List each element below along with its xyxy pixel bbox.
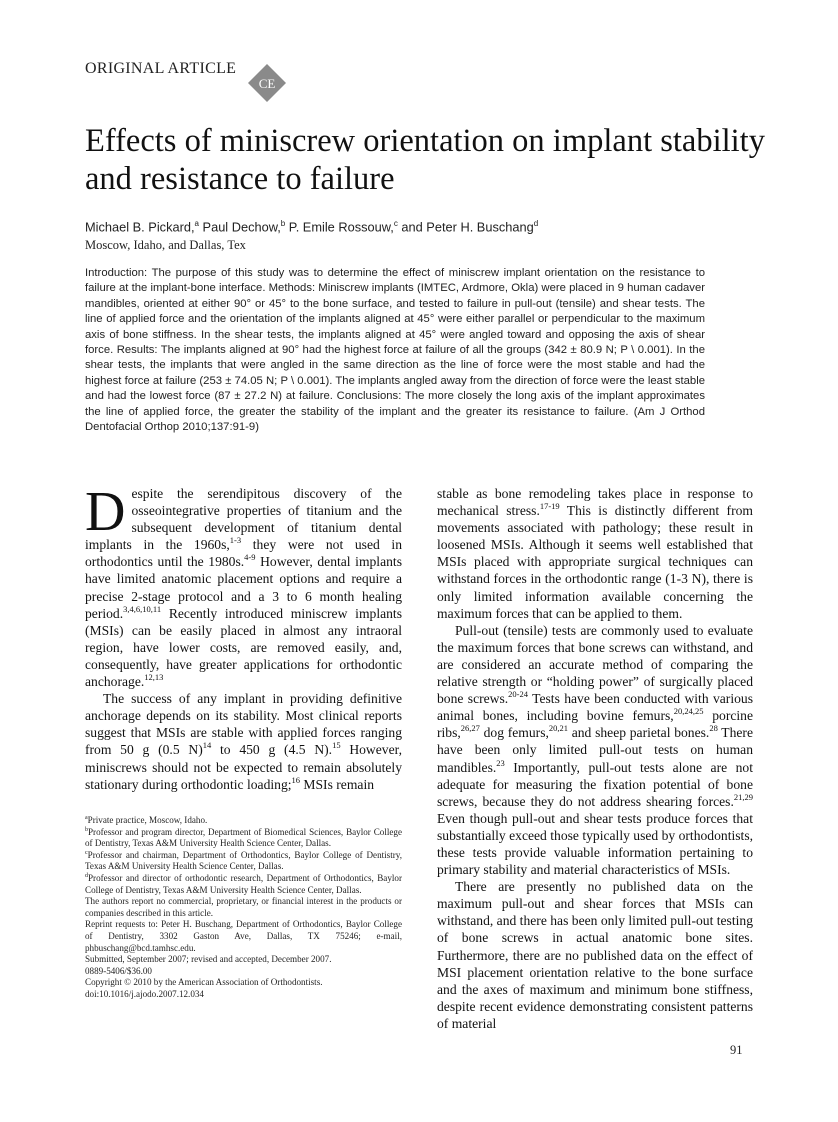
continuing-education-badge-icon bbox=[247, 63, 287, 103]
paragraph-text: dog femurs, bbox=[479, 725, 549, 741]
author-list bbox=[85, 219, 765, 234]
paragraph-text: However, miniscrews should not be expected to remain absolutely stationary during orthodontic loading; bbox=[85, 742, 402, 792]
footnote bbox=[85, 850, 402, 873]
abstract: Introduction: The purpose of this study was to determine the effect of miniscrew implant orientation on the resistance to failure at the implant-bone interface. Methods: Miniscrew implants (IMTEC, Ardmore, Okla) were placed in 9 human cadaver mandibles, oriented at either 90° or 45° to the bone surface, and tested to failure in pull-out (tensile) and shear tests. The line of applied force and the orientation of the implants aligned at 45° were either parallel or perpendicular to the maximum axis of bone stiffness. In the shear tests, the implants aligned at 45° were angled toward and opposing the axis of shear force. Results: The implants aligned at 90° had the highest force at failure of all the groups (342 ± 80.9 N; P \ 0.001). In the shear tests, the implants that were angled in the same direction as the line of force were the most stable and had the highest force at failure (253 ± 74.05 N; P \ 0.001). The implants angled away from the direction of force were the least stable and had the lowest force (87 ± 27.2 N) at failure. Conclusions: The more closely the long axis of the implant approximates the line of applied force, the greater the stability of the implant and the greater its resistance to failure. (Am J Orthod Dentofacial Orthop 2010;137:91-9) bbox=[85, 267, 705, 434]
footnote bbox=[85, 977, 402, 989]
citation-reference: 20,24,25 bbox=[673, 706, 704, 717]
author-name: P. Emile Rossouw, bbox=[285, 219, 394, 235]
footnote bbox=[85, 919, 402, 954]
footnote-text: Professor and program director, Department of Biomedical Sciences, Baylor College of Dentistry, Texas A&M University Health Science Center, Dallas. bbox=[85, 826, 402, 849]
citation-reference: 12,13 bbox=[144, 672, 164, 683]
paragraph-text: Importantly, pull-out tests alone are not adequate for measuring the fixation potential of bone screws, because they do not address shearing forces. bbox=[437, 759, 753, 809]
author-affiliation-marker: d bbox=[533, 219, 539, 228]
intro-paragraph-1 bbox=[85, 481, 403, 690]
footnote-marker: a bbox=[85, 815, 88, 821]
citation-reference: 4-9 bbox=[244, 552, 256, 563]
paragraph-text: stable as bone remodeling takes place in response to mechanical stress. bbox=[437, 486, 753, 519]
body-column-left bbox=[85, 481, 403, 793]
citation-reference: 3,4,6,10,11 bbox=[123, 603, 162, 614]
paragraph-text: they were not used in orthodontics until the 1980s. bbox=[85, 537, 403, 570]
body-column-right bbox=[437, 485, 753, 1032]
citation-reference: 15 bbox=[332, 740, 341, 751]
author-affiliation-marker: a bbox=[194, 219, 199, 228]
paragraph-text: This is distinctly different from movements associated with pathology; these result in loosened MSIs. Although it seems well established that MSIs placed with appropriate surgical techniques can withstand forces in the orthodontic range (1-3 N), there is only limited information available concerning the maximum forces that can be applied to them. bbox=[437, 503, 753, 621]
svg-text:CE: CE bbox=[258, 76, 276, 91]
footnote bbox=[85, 989, 402, 1001]
section-label: ORIGINAL ARTICLE bbox=[85, 60, 237, 77]
drop-cap: D bbox=[85, 481, 126, 543]
paragraph-text: The success of any implant in providing definitive anchorage depends on its stability. Most clinical reports suggest that MSIs are stable with applied forces ranging from 50 g (0.5 N) bbox=[85, 691, 402, 758]
paragraph-text: MSIs remain bbox=[300, 776, 375, 792]
footnote-marker: c bbox=[85, 849, 88, 856]
citation-reference: 1-3 bbox=[229, 535, 242, 546]
citation-reference: 26,27 bbox=[460, 723, 480, 734]
intro-paragraph-3 bbox=[437, 485, 753, 622]
paragraph-text: Even though pull-out and shear tests produce forces that substantially exceed those typically used by orthodontists, these tests provide valuable information pertaining to primary stability and material characteristics of MSIs. bbox=[437, 810, 754, 878]
paragraph-text: porcine ribs, bbox=[437, 708, 753, 741]
author-affiliation-marker: b bbox=[280, 219, 286, 228]
citation-reference: 23 bbox=[496, 757, 505, 768]
paragraph-text: There are presently no published data on the maximum pull-out and shear forces that MSIs can withstand, and there has been only limited pull-out testing of bone screws in actual anatomic bone sites. Furthermore, there are no published data on the effect of MSI placement orientation relative to the bone surface and the axes of maximum and minimum bone stiffness, despite recent evidence demonstrating consistent patterns of material bbox=[437, 879, 753, 1031]
intro-paragraph-5 bbox=[437, 878, 753, 1032]
article-title: Effects of miniscrew orientation on implant stability and resistance to failure bbox=[85, 123, 765, 197]
paragraph-text: Pull-out (tensile) tests are commonly used to evaluate the maximum forces that bone screws can withstand, and are considered an accurate method of comparing the relative strength or “holding power” of surgically placed bone screws. bbox=[437, 622, 753, 707]
citation-reference: 21,29 bbox=[733, 791, 753, 802]
footnote bbox=[85, 815, 402, 827]
footnote bbox=[85, 873, 402, 896]
paragraph-text: Tests have been conducted with various animal bones, including bovine femurs, bbox=[437, 691, 753, 724]
footnote-text: Reprint requests to: Peter H. Buschang, Department of Orthodontics, Baylor College of Dentistry, 3302 Gaston Ave, Dallas, TX 75246; e-mail, phbuschang@bcd.tamhsc.edu. bbox=[85, 919, 402, 953]
page-number: 91 bbox=[730, 1043, 743, 1057]
footnote-marker: d bbox=[85, 872, 88, 879]
footnote-text: Professor and director of orthodontic research, Department of Orthodontics, Baylor College of Dentistry, Texas A&M University Health Science Center, Dallas. bbox=[85, 872, 402, 895]
author-affiliation: Moscow, Idaho, and Dallas, Tex bbox=[85, 238, 246, 252]
footnote-text: 0889-5406/$36.00 bbox=[85, 965, 152, 976]
footnotes bbox=[85, 815, 402, 1001]
paragraph-text: Recently introduced miniscrew implants (MSIs) can be easily placed in almost any intraoral region, have lower costs, are removed easily, and, consequently, have greater applications for orthodontic anchorage. bbox=[85, 605, 402, 690]
paragraph-text: However, dental implants have limited anatomic placement options and require a precise 2-stage protocol and a 3 to 6 month healing period. bbox=[85, 554, 402, 621]
paragraph-text: and sheep parietal bones. bbox=[568, 725, 710, 741]
footnote bbox=[85, 827, 402, 850]
author-name: Michael B. Pickard, bbox=[85, 219, 195, 235]
author-name: and Peter H. Buschang bbox=[397, 219, 534, 235]
citation-reference: 28 bbox=[709, 723, 718, 734]
footnote bbox=[85, 896, 402, 919]
paragraph-text: to 450 g (4.5 N). bbox=[211, 742, 333, 758]
footnote-text: doi:10.1016/j.ajodo.2007.12.034 bbox=[85, 988, 204, 999]
footnote-text: Professor and chairman, Department of Orthodontics, Baylor College of Dentistry, Texas A&M University Health Science Center, Dallas. bbox=[85, 849, 402, 872]
footnote-text: Copyright © 2010 by the American Association of Orthodontists. bbox=[85, 977, 323, 988]
citation-reference: 20-24 bbox=[508, 689, 529, 700]
citation-reference: 20,21 bbox=[548, 723, 569, 734]
citation-reference: 17-19 bbox=[539, 501, 560, 512]
author-name: Paul Dechow, bbox=[198, 219, 281, 235]
footnote-text: Submitted, September 2007; revised and accepted, December 2007. bbox=[85, 954, 332, 965]
intro-paragraph-2 bbox=[85, 690, 402, 793]
footnote bbox=[85, 966, 402, 978]
footnote-text: The authors report no commercial, proprietary, or financial interest in the products or companies described in this article. bbox=[85, 896, 402, 918]
citation-reference: 16 bbox=[291, 774, 301, 785]
footnote-text: Private practice, Moscow, Idaho. bbox=[87, 815, 208, 825]
footnote bbox=[85, 954, 402, 966]
paragraph-text: There have been only limited pull-out tests on human mandibles. bbox=[437, 725, 753, 775]
citation-reference: 14 bbox=[202, 740, 212, 751]
intro-paragraph-4 bbox=[437, 622, 753, 878]
author-affiliation-marker: c bbox=[393, 219, 398, 228]
footnote-marker: b bbox=[85, 826, 88, 833]
paragraph-text: espite the serendipitous discovery of the osseointegrative properties of titanium and the subsequent development of titanium dental implants in the 1960s, bbox=[85, 486, 402, 553]
